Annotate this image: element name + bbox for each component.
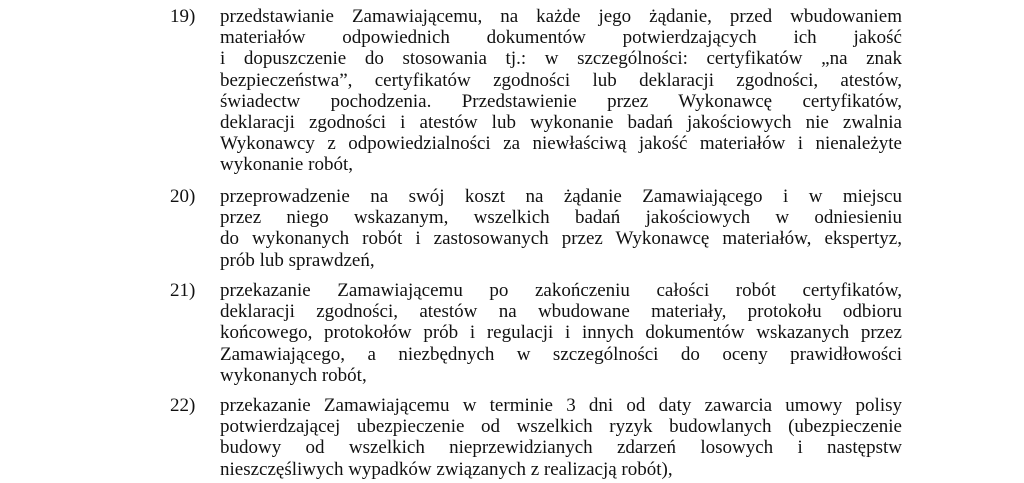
text-line: Wykonawcy z odpowiedzialności za niewłaściwą jakość materiałów i nienależyte bbox=[220, 133, 902, 155]
text-line: deklaracji zgodności, atestów na wbudowane materiały, protokołu odbioru bbox=[220, 301, 902, 323]
text-line: do wykonanych robót i zastosowanych przez Wykonawcę materiałów, ekspertyz, bbox=[220, 228, 902, 250]
item-number: 21) bbox=[170, 280, 196, 301]
text-line: przeprowadzenie na swój koszt na żądanie Zamawiającego i w miejscu bbox=[220, 186, 902, 207]
item-number: 20) bbox=[170, 186, 196, 207]
text-line: przekazanie Zamawiającemu po zakończeniu całości robót certyfikatów, bbox=[220, 280, 902, 301]
text-line: wykonanie robót, bbox=[220, 154, 353, 176]
text-line: deklaracji zgodności i atestów lub wykonanie badań jakościowych nie zwalnia bbox=[220, 111, 902, 133]
text-line: i dopuszczenie do stosowania tj.: w szczególności: certyfikatów „na znak bbox=[220, 48, 902, 70]
text-line: nieszczęśliwych wypadków związanych z realizacją robót), bbox=[220, 458, 673, 480]
text-line: potwierdzającej ubezpieczenie od wszelkich ryzyk budowlanych (ubezpieczenie bbox=[220, 416, 902, 438]
item-number: 22) bbox=[170, 395, 196, 416]
text-line: budowy od wszelkich nieprzewidzianych zdarzeń losowych i następstw bbox=[220, 437, 902, 459]
item-text bbox=[220, 280, 902, 386]
item-text bbox=[220, 186, 902, 271]
text-line: prób lub sprawdzeń, bbox=[220, 249, 375, 271]
text-line: Zamawiającego, a niezbędnych w szczególności do oceny prawidłowości bbox=[220, 343, 902, 365]
text-line: bezpieczeństwa”, certyfikatów zgodności lub deklaracji zgodności, atestów, bbox=[220, 69, 902, 91]
text-line: końcowego, protokołów prób i regulacji i innych dokumentów wskazanych przez bbox=[220, 322, 902, 344]
text-line: przez niego wskazanym, wszelkich badań jakościowych w odniesieniu bbox=[220, 207, 902, 229]
item-text bbox=[220, 395, 902, 480]
item-number: 19) bbox=[170, 6, 196, 27]
text-line: materiałów odpowiednich dokumentów potwierdzających ich jakość bbox=[220, 27, 902, 49]
text-line: wykonanych robót, bbox=[220, 364, 367, 386]
text-line: przekazanie Zamawiającemu w terminie 3 dni od daty zawarcia umowy polisy bbox=[220, 395, 902, 416]
text-line: przedstawianie Zamawiającemu, na każde jego żądanie, przed wbudowaniem bbox=[220, 6, 902, 27]
item-text bbox=[220, 6, 902, 176]
text-line: świadectw pochodzenia. Przedstawienie przez Wykonawcę certyfikatów, bbox=[220, 90, 902, 112]
